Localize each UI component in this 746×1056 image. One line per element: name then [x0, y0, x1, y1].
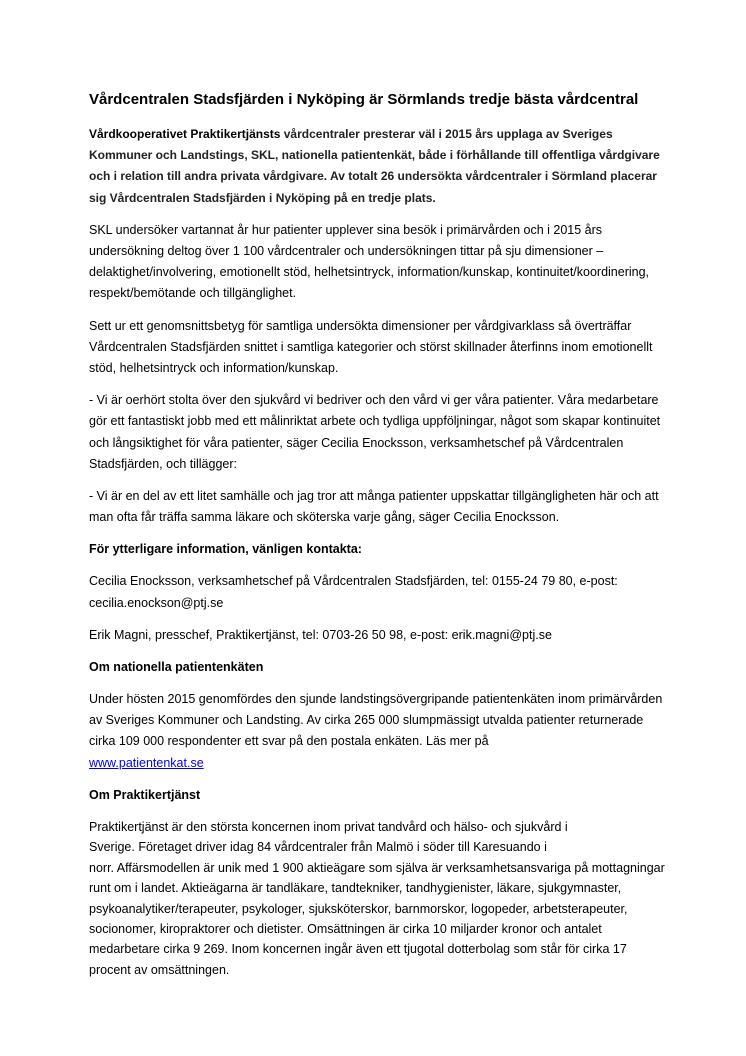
about-heading: Om Praktikertjänst [89, 787, 201, 802]
survey-text: Under hösten 2015 genomfördes den sjunde landstingsövergripande patientenkäten inom primärvården av Sveriges Kommuner och Landsting. Av cirka 265 000 slumpmässigt utvalda patienter returnerade cirka 109 000 respondenter ett svar på den postala enkäten. Läs mer på [89, 692, 663, 749]
about-paragraph [89, 817, 669, 980]
survey-paragraph [89, 689, 669, 774]
contact-person-1: Cecilia Enocksson, verksamhetschef på Vårdcentralen Stadsfjärden, tel: 0155-24 79 80, e-post: cecilia.enockson@ptj.se [89, 574, 618, 610]
page-title: Vårdcentralen Stadsfjärden i Nyköping är Sörmlands tredje bästa vårdcentral [89, 91, 639, 108]
lead-paragraph [89, 124, 669, 209]
lead-company-name: Vårdkooperativet Praktikertjänsts [89, 127, 281, 141]
about-line-1: Praktikertjänst är den största koncernen inom privat tandvård och hälso- och sjukvård i [89, 819, 568, 834]
body-paragraph-2: Sett ur ett genomsnittsbetyg för samtliga undersökta dimensioner per vårdgivarklass så överträffar Vårdcentralen Stadsfjärden snittet i samtliga kategorier och störst skillnader återfinns inom emotionellt stöd, helhetsintryck och information/kunskap. [89, 318, 653, 376]
lead-text: vårdcentraler presterar väl i 2015 års upplaga av Sveriges Kommuner och Landstings, SKL, nationella patientenkät, både i förhållande till offentliga vårdgivare och i relation till andra privata vårdgivare. Av totalt 26 undersökta vårdcentraler i Sörmland placerar sig Vårdcentralen Stadsfjärden i Nyköping på en tredje plats. [89, 127, 660, 205]
survey-heading: Om nationella patientenkäten [89, 660, 264, 675]
press-release [89, 90, 669, 991]
quote-paragraph-2: - Vi är en del av ett litet samhälle och jag tror att många patienter uppskattar tillgängligheten här och att man ofta får träffa samma läkare och sköterska varje gång, säger Cecilia Enocksson. [89, 489, 659, 525]
about-line-3: norr. Affärsmodellen är unik med 1 900 aktieägare som själva är verksamhetsansvariga på mottagningar runt om i landet. Aktieägarna är tandläkare, tandtekniker, tandhygienister, läkare, sjukgymnaster, psykoanalytiker/terapeuter, psykologer, sjuksköterskor, barnmorskor, logopeder, arbetsterapeuter, socionomer, kiropraktorer och dietister. Omsättningen är cirka 10 miljarder kronor och antalet medarbetare cirka 9 269. Inom koncernen ingår även ett tjugotal dotterbolag som står för cirka 17 procent av omsättningen. [89, 860, 665, 977]
body-paragraph-1: SKL undersöker vartannat år hur patienter upplever sina besök i primärvården och i 2015 års undersökning deltog över 1 100 vårdcentraler och undersökningen tittar på sju dimensioner – delaktighet/involvering, emotionellt stöd, helhetsintryck, information/kunskap, kontinuitet/koordinering, respekt/bemötande och tillgänglighet. [89, 222, 650, 301]
survey-link[interactable]: www.patientenkat.se [89, 755, 204, 770]
contact-person-2: Erik Magni, presschef, Praktikertjänst, tel: 0703-26 50 98, e-post: erik.magni@ptj.se [89, 627, 552, 642]
quote-paragraph-1: - Vi är oerhört stolta över den sjukvård vi bedriver och den vård vi ger våra patienter. Våra medarbetare gör ett fantastiskt jobb med ett målinriktat arbete och tydliga uppföljningar, något som skapar kontinuitet och långsiktighet för våra patienter, säger Cecilia Enocksson, verksamhetschef på Vårdcentralen Stadsfjärden, och tillägger: [89, 393, 661, 471]
about-line-2: Sverige. Företaget driver idag 84 vårdcentraler från Malmö i söder till Karesuando i [89, 840, 547, 855]
contact-heading: För ytterligare information, vänligen kontakta: [89, 542, 362, 557]
